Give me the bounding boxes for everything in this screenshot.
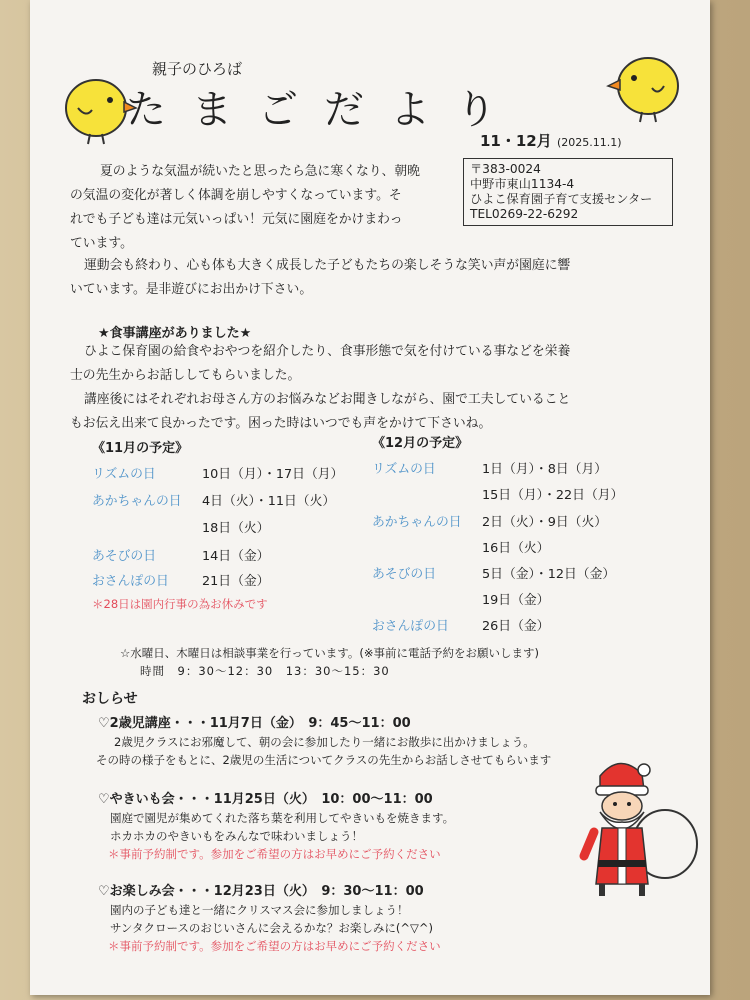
dec-label-walk: おさんぽの日 bbox=[372, 619, 449, 634]
notice-yakiimo-title: ♡やきいも会・・・11月25日（火） 10：00～11：00 bbox=[98, 792, 433, 807]
nov-label-baby: あかちゃんの日 bbox=[92, 494, 182, 509]
intro-line-4: ています。 bbox=[70, 236, 133, 251]
dec-dates-rhythm: 1日（月）・8日（月） bbox=[482, 462, 608, 477]
notice-toddler-line-2: その時の様子をもとに、2歳児の生活についてクラスの先生からお話しさせてもらいます bbox=[96, 753, 552, 767]
santa-illustration bbox=[570, 756, 700, 906]
dec-label-rhythm: リズムの日 bbox=[372, 462, 436, 477]
notices-heading: おしらせ bbox=[82, 691, 138, 707]
dec-label-baby: あかちゃんの日 bbox=[372, 515, 462, 530]
notice-party-note: ＊事前予約制です。参加をご希望の方はお早めにご予約ください bbox=[108, 939, 441, 953]
dec-label-play: あそびの日 bbox=[372, 567, 436, 582]
nov-dates-baby: 4日（火）・11日（火） bbox=[202, 494, 336, 509]
nov-heading: 《11月の予定》 bbox=[92, 441, 189, 456]
chick-icon-right bbox=[606, 46, 688, 126]
notice-toddler-title: ♡2歳児講座・・・11月7日（金） 9：45～11：00 bbox=[98, 716, 411, 731]
nov-dates-baby-2: 18日（火） bbox=[202, 521, 270, 536]
issue-months bbox=[480, 130, 622, 151]
nov-label-rhythm: リズムの日 bbox=[92, 467, 156, 482]
intro-line-5: 運動会も終わり、心も体も大きく成長した子どもたちの楽しそうな笑い声が園庭に響 bbox=[84, 258, 571, 273]
intro-line-2: の気温の変化が著しく体調を崩しやすくなっています。そ bbox=[70, 188, 402, 203]
newsletter-paper bbox=[30, 0, 710, 995]
dec-dates-baby-2: 16日（火） bbox=[482, 541, 550, 556]
notice-toddler-line-1: 2歳児クラスにお邪魔して、朝の会に参加したり一緒にお散歩に出かけましょう。 bbox=[114, 735, 535, 749]
nov-closed-note: ＊28日は園内行事の為お休みです bbox=[92, 597, 268, 611]
nov-label-play: あそびの日 bbox=[92, 549, 156, 564]
dec-heading: 《12月の予定》 bbox=[372, 436, 469, 451]
address-box bbox=[463, 158, 673, 226]
intro-line-1: 夏のような気温が続いたと思ったら急に寒くなり、朝晩 bbox=[100, 164, 420, 179]
meal-line-1: ひよこ保育園の給食やおやつを紹介したり、食事形態で気を付けている事などを栄養 bbox=[84, 344, 571, 359]
intro-line-3: れでも子ども達は元気いっぱい！元気に園庭をかけまわっ bbox=[70, 212, 403, 227]
dec-dates-play: 5日（金）・12日（金） bbox=[482, 567, 616, 582]
dec-dates-baby: 2日（火）・9日（火） bbox=[482, 515, 608, 530]
notice-party-title: ♡お楽しみ会・・・12月23日（火） 9：30～11：00 bbox=[98, 884, 424, 899]
nov-dates-play: 14日（金） bbox=[202, 549, 270, 564]
nov-label-walk: おさんぽの日 bbox=[92, 574, 169, 589]
dec-dates-walk: 26日（金） bbox=[482, 619, 550, 634]
meal-line-2: 士の先生からお話ししてもらいました。 bbox=[70, 368, 301, 383]
notice-party-line-1: 園内の子ども達と一緒にクリスマス会に参加しましょう！ bbox=[110, 903, 409, 917]
nov-dates-walk: 21日（金） bbox=[202, 574, 270, 589]
newsletter-title: たまごだより bbox=[126, 87, 522, 133]
issue-label: 11・12月 bbox=[480, 132, 552, 150]
notice-yakiimo-line-1: 園庭で園児が集めてくれた落ち葉を利用してやきいもを焼きます。 bbox=[110, 811, 455, 825]
meal-line-3: 講座後にはそれぞれお母さん方のお悩みなどお聞きしながら、園で工夫していること bbox=[84, 392, 571, 407]
notice-yakiimo-line-2: ホカホカのやきいもをみんなで味わいましょう！ bbox=[110, 829, 363, 843]
consult-hours: 時間 9：30～12：30 13：30～15：30 bbox=[140, 664, 390, 678]
address-org: ひよこ保育園子育て支援センター bbox=[470, 192, 653, 206]
dec-dates-play-2: 19日（金） bbox=[482, 593, 550, 608]
address-phone: TEL0269-22-6292 bbox=[470, 207, 579, 221]
consult-note: ☆水曜日、木曜日は相談事業を行っています。(※事前に電話予約をお願いします) bbox=[120, 646, 539, 660]
newsletter-subtitle: 親子のひろば bbox=[152, 60, 243, 78]
notice-yakiimo-note: ＊事前予約制です。参加をご希望の方はお早めにご予約ください bbox=[108, 847, 441, 861]
dec-dates-rhythm-2: 15日（月）・22日（月） bbox=[482, 488, 624, 503]
meal-line-4: もお伝え出来て良かったです。困った時はいつでも声をかけて下さいね。 bbox=[70, 416, 492, 431]
nov-dates-rhythm: 10日（月）・17日（月） bbox=[202, 467, 344, 482]
meal-heading: ★食事講座がありました★ bbox=[98, 326, 252, 341]
intro-line-6: いています。是非遊びにお出かけ下さい。 bbox=[70, 282, 313, 297]
issue-date: (2025.11.1) bbox=[556, 136, 622, 149]
notice-party-line-2: サンタクロースのおじいさんに会えるかな？お楽しみに(^▽^) bbox=[110, 921, 433, 935]
address-postal: 〒383-0024 bbox=[470, 162, 541, 176]
address-street: 中野市東山1134-4 bbox=[470, 177, 575, 191]
